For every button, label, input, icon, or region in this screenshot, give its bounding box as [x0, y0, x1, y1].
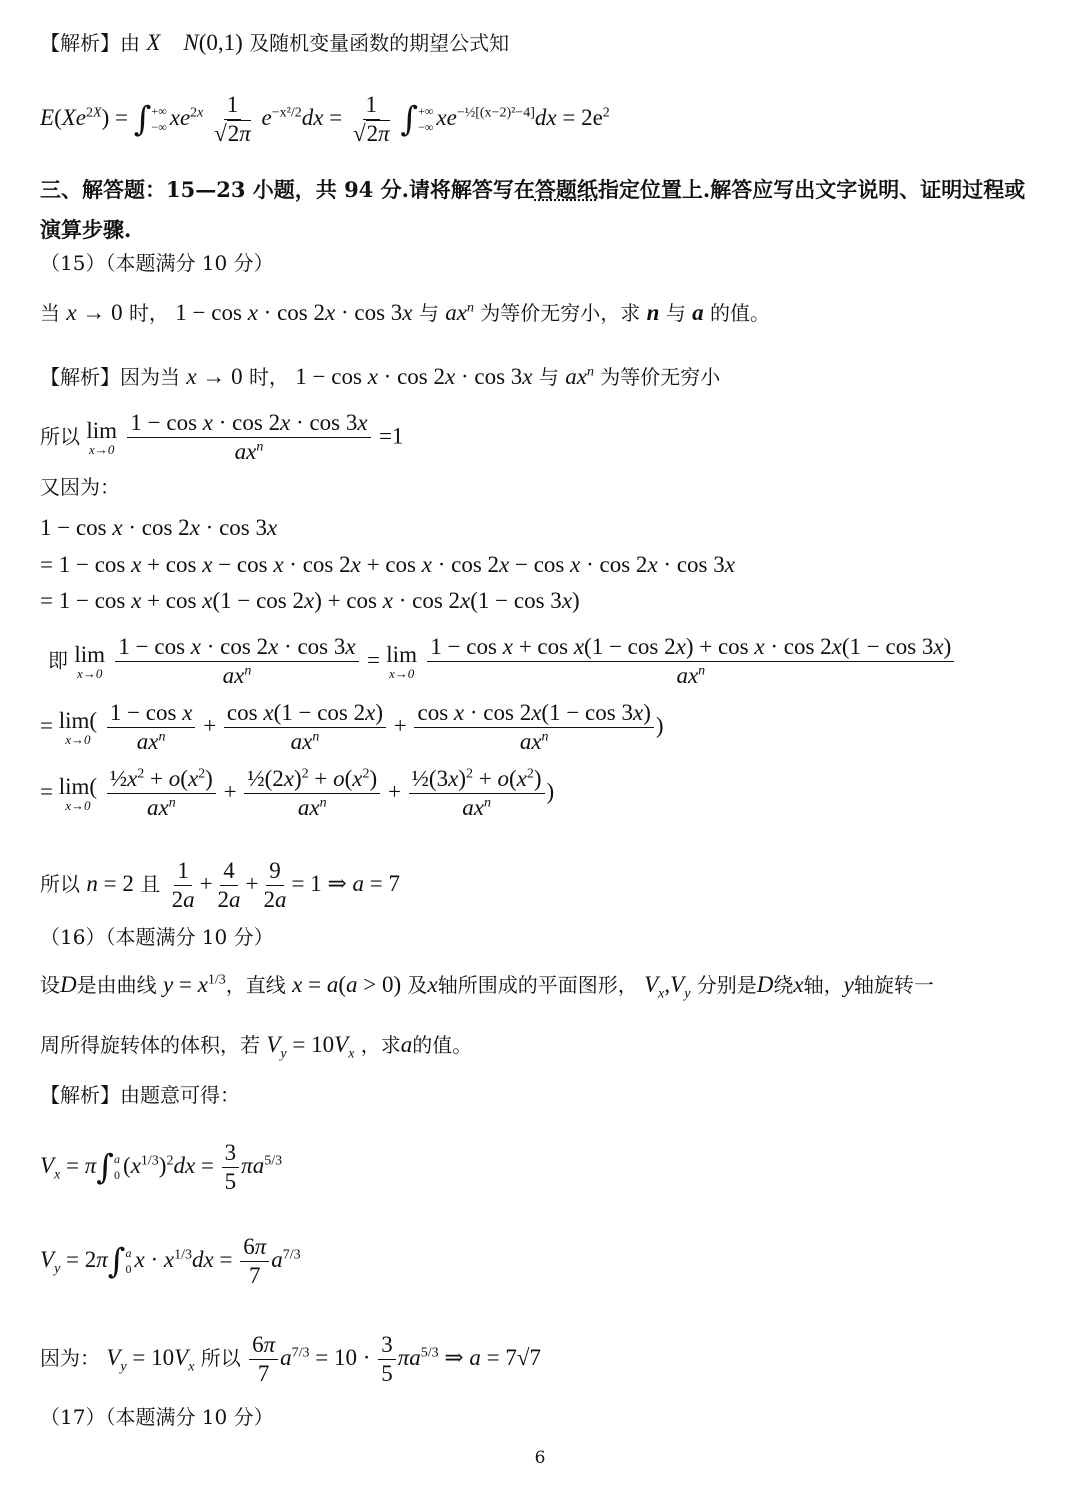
- volume-vx: $V_x = \pi\int$ a 0 $(x^{1/3})^2dx$ = $\frac{3}{5}$ $\pi a^{5/3}$: [40, 1140, 283, 1195]
- page-number: 6: [534, 1448, 546, 1468]
- question-16-statement-cont: 周所得旋转体的体积，若 $V_y = 10V_x$ ，求a的值。: [40, 1032, 473, 1062]
- limit-split: = lim( x→0 $\frac{\text{1 − cos x}}{ax^n}$ + $\frac{\text{cos x(1 − cos 2x)}}{ax^n}$ + $\frac{\text{cos x · cos 2x(1 − cos 3x)}}{ax^n}$ ): [40, 700, 664, 755]
- analysis-label: 【解析】由: [40, 31, 140, 55]
- formula-x-distribution: X N: [146, 30, 199, 55]
- expansion-line-3: = 1 − cos x + cos x(1 − cos 2x) + cos x · cos 2x(1 − cos 3x): [40, 588, 580, 613]
- intro-text: 及随机变量函数的期望公式知: [249, 31, 510, 55]
- question-16-statement: 设D是由曲线 $y = x^{1/3}$，直线 x = a(a > 0) 及x轴所围成的平面图形， $V_x,V_y$ 分别是D绕x轴，y轴旋转一: [40, 972, 934, 1002]
- question-17-header: （17）（本题满分 10 分）: [40, 1405, 274, 1429]
- limit-rewrite: 即 lim x→0 $\frac{\text{1 − cos x · cos 2x · cos 3x}}{ax^n}$ = lim x→0 $\frac{\text{1 − cos x + cos x(1 − cos 2x) + cos x · cos 2x(1 − cos 3x)}}{ax^n}$: [48, 634, 956, 690]
- also-because: 又因为：: [40, 475, 120, 499]
- answer-16-intro: 【解析】由题意可得：: [40, 1083, 240, 1107]
- answer-sheet-emphasis: 答题纸: [534, 177, 598, 202]
- question-15-statement: 当 x → 0 时， 1 − cos x · cos 2x · cos 3x 与 $ax^n$ 为等价无穷小，求 n 与 a 的值。: [40, 300, 771, 325]
- solution-intro-line: 【解析】由 X N(0,1) 及随机变量函数的期望公式知: [40, 30, 510, 55]
- expectation-formula: $E(Xe^{2X})$ = ∫ +∞ −∞ $xe^{2x}$ $\frac{1}{√2\pi}$ $e^{-x^2/2}dx$ = $\frac{1}{√2\pi}$ ∫ +∞ −∞ $xe^{-\frac{1}{2}[(x-2)^2-4]}dx = 2e^2$: [40, 92, 610, 147]
- expansion-line-2: = 1 − cos x + cos x − cos x · cos 2x + cos x · cos 2x − cos x · cos 2x · cos 3x: [40, 552, 735, 577]
- limit-equals-one: 所以 lim x→0 $\frac{\text{1 − cos x · cos 2x · cos 3x}}{ax^n}$ =1: [40, 410, 404, 465]
- volume-vy: $V_y = 2\pi\int$ a 0 $x \cdot x^{1/3}dx$ = $\frac{6\pi}{7}$ $a^{7/3}$: [40, 1234, 301, 1289]
- question-15-header: （15）（本题满分 10 分）: [40, 251, 274, 275]
- answer-15-intro: 【解析】因为当 x → 0 时， 1 − cos x · cos 2x · cos 3x 与 $ax^n$ 为等价无穷小: [40, 364, 721, 389]
- section-heading: 三、解答题：15—23 小题，共 94 分.请将解答写在答题纸指定位置上.解答应写出文字说明、证明过程或: [40, 177, 1026, 202]
- expectation-result: = 2e: [562, 105, 603, 131]
- result-16: 因为： $V_y = 10V_x$ 所以 $\frac{6\pi}{7}$ $a^{7/3} = 10$ · $\frac{3}{5}$ $\pi a^{5/3}$ ⇒ a = 7√7: [40, 1332, 541, 1387]
- result-15: 所以 n = 2 且 $\frac{1}{2a}$ + $\frac{4}{2a}$ + $\frac{9}{2a}$ = 1 ⇒ a = 7: [40, 858, 401, 913]
- section-heading-cont: 演算步骤.: [40, 217, 132, 242]
- limit-taylor: = lim( x→0 $\frac{\frac{1}{2}x^2 + o(x^2)}{ax^n}$ + $\frac{\frac{1}{2}(2x)^2 + o(x^2)}{ax^n}$ + $\frac{\frac{1}{2}(3x)^2 + o(x^2)}{ax^n}$ ): [40, 766, 555, 821]
- expansion-line-1: 1 − cos x · cos 2x · cos 3x: [40, 515, 278, 540]
- question-16-header: （16）（本题满分 10 分）: [40, 925, 274, 949]
